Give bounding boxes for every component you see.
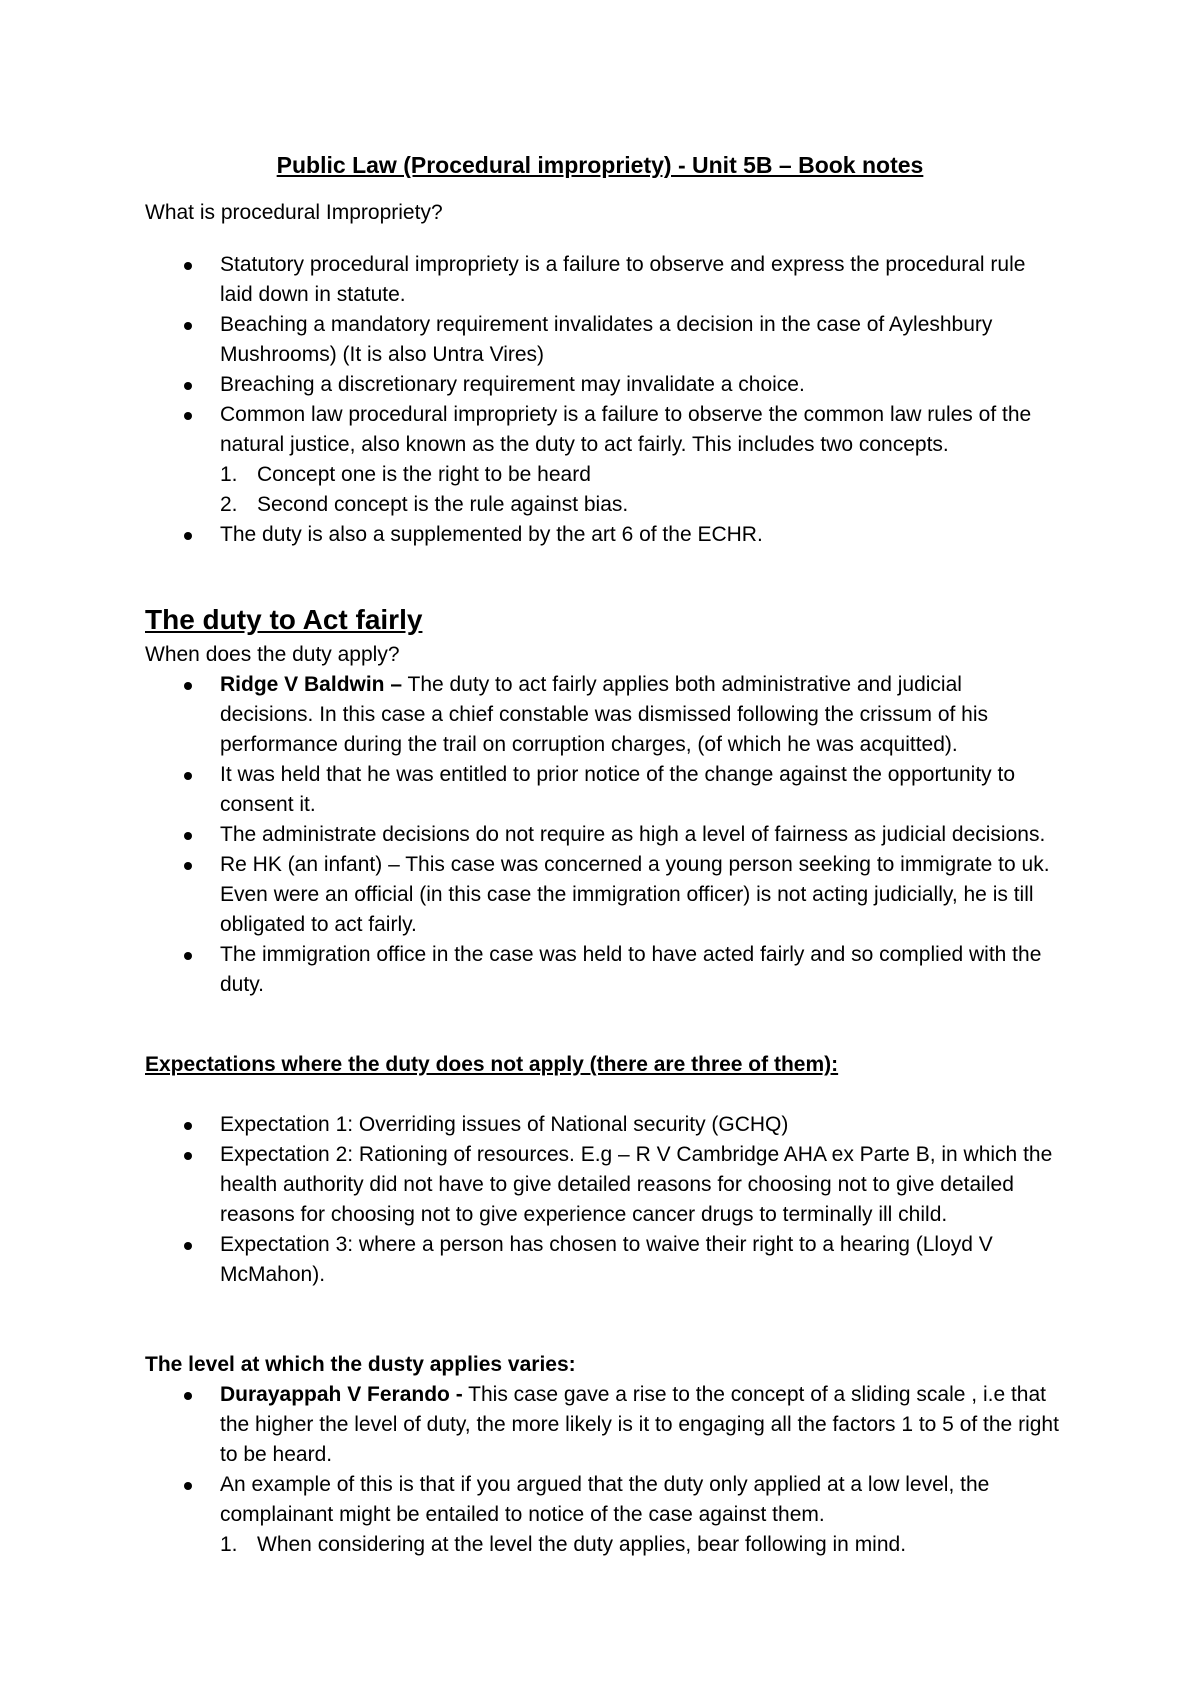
level-heading: The level at which the dusty applies varies: xyxy=(145,1353,576,1376)
list-item: Common law procedural impropriety is a failure to observe the common law rules of the natural justice, also known as the duty to act fairly. This includes two concepts. xyxy=(0,400,1200,460)
section-heading-duty: The duty to Act fairly xyxy=(145,604,423,635)
list-item: Beaching a mandatory requirement invalidates a decision in the case of Ayleshbury Mushrooms) (It is also Untra Vires) xyxy=(0,310,1200,370)
intro-list xyxy=(0,250,1200,550)
page-title: Public Law (Procedural impropriety) - Unit 5B – Book notes xyxy=(276,152,924,178)
bullet-icon xyxy=(184,322,192,330)
bullet-icon xyxy=(184,412,192,420)
list-item: Ridge V Baldwin – The duty to act fairly applies both administrative and judicial decisions. In this case a chief constable was dismissed following the crissum of his performance during the trail on corruption charges, (of which he was acquitted). xyxy=(0,670,1200,760)
bullet-icon xyxy=(184,1482,192,1490)
list-item: Expectation 2: Rationing of resources. E.g – R V Cambridge AHA ex Parte B, in which the health authority did not have to give detailed reasons for choosing not to give detailed reasons for choosing not to give experience cancer drugs to terminally ill child. xyxy=(0,1140,1200,1230)
when-list xyxy=(0,670,1200,1000)
list-item: It was held that he was entitled to prior notice of the change against the opportunity to consent it. xyxy=(0,760,1200,820)
numbered-item: 2. Second concept is the rule against bias. xyxy=(220,493,629,516)
when-question: When does the duty apply? xyxy=(145,643,400,666)
list-item: Re HK (an infant) – This case was concerned a young person seeking to immigrate to uk. Even were an official (in this case the immigration officer) is not acting judicially, he is till obligated to act fairly. xyxy=(0,850,1200,940)
bullet-icon xyxy=(184,382,192,390)
bullet-icon xyxy=(184,832,192,840)
bullet-icon xyxy=(184,532,192,540)
bullet-icon xyxy=(184,1122,192,1130)
list-item: Expectation 3: where a person has chosen to waive their right to a hearing (Lloyd V McMahon). xyxy=(0,1230,1200,1290)
bullet-icon xyxy=(184,682,192,690)
list-item: The immigration office in the case was held to have acted fairly and so complied with the duty. xyxy=(0,940,1200,1000)
list-item: The duty is also a supplemented by the art 6 of the ECHR. xyxy=(0,520,1200,550)
expectations-heading: Expectations where the duty does not apply (there are three of them): xyxy=(145,1053,839,1076)
numbered-item: 1. When considering at the level the duty applies, bear following in mind. xyxy=(220,1533,907,1556)
bullet-icon xyxy=(184,1242,192,1250)
list-item: Expectation 1: Overriding issues of National security (GCHQ) xyxy=(0,1110,1200,1140)
list-item: Statutory procedural impropriety is a failure to observe and express the procedural rule laid down in statute. xyxy=(0,250,1200,310)
list-item: Durayappah V Ferando - This case gave a rise to the concept of a sliding scale , i.e that the higher the level of duty, the more likely is it to engaging all the factors 1 to 5 of the right to be heard. xyxy=(0,1380,1200,1470)
bullet-icon xyxy=(184,1152,192,1160)
list-item: The administrate decisions do not require as high a level of fairness as judicial decisions. xyxy=(0,820,1200,850)
list-item: Breaching a discretionary requirement may invalidate a choice. xyxy=(0,370,1200,400)
bullet-icon xyxy=(184,772,192,780)
intro-question: What is procedural Impropriety? xyxy=(145,201,443,224)
level-list xyxy=(0,1380,1200,1560)
bullet-icon xyxy=(184,262,192,270)
list-item: An example of this is that if you argued that the duty only applied at a low level, the complainant might be entailed to notice of the case against them. xyxy=(0,1470,1200,1530)
numbered-item: 1. Concept one is the right to be heard xyxy=(220,463,591,486)
bullet-icon xyxy=(184,1392,192,1400)
bullet-icon xyxy=(184,862,192,870)
expectations-list xyxy=(0,1110,1200,1290)
bullet-icon xyxy=(184,952,192,960)
